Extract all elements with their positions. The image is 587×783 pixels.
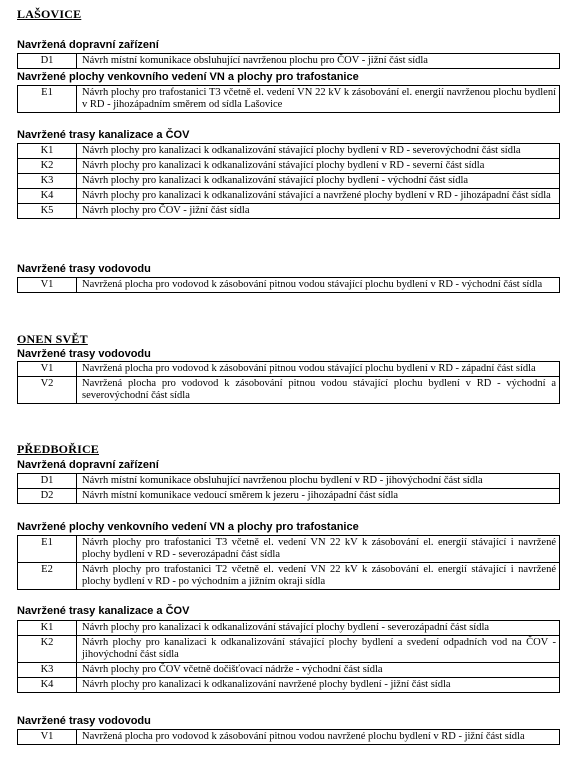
- row-description: Návrh plochy pro ČOV - jižní část sídla: [77, 204, 560, 219]
- row-description: Návrh místní komunikace vedoucí směrem k jezeru - jihozápadní část sídla: [77, 489, 560, 504]
- row-description: Návrh plochy pro kanalizaci k odkanalizování stávající plochy bydlení v RD - severovýchodní část sídla: [77, 144, 560, 159]
- row-code: K1: [18, 621, 77, 636]
- table-row: [18, 730, 560, 745]
- group-heading: Navržené trasy vodovodu: [17, 715, 151, 727]
- row-description: Návrh místní komunikace obsluhující navrženou plochu pro ČOV - jižní část sídla: [77, 54, 560, 69]
- group-heading: Navržená dopravní zařízení: [17, 459, 159, 471]
- group-heading: Navržené trasy vodovodu: [17, 263, 151, 275]
- table-lasovice-kanalizace: [17, 143, 560, 219]
- table-row: [18, 174, 560, 189]
- table-row: [18, 54, 560, 69]
- table-row: [18, 663, 560, 678]
- row-code: K5: [18, 204, 77, 219]
- row-code: K4: [18, 189, 77, 204]
- group-heading: Navržené trasy kanalizace a ČOV: [17, 605, 190, 617]
- row-description: Navržená plocha pro vodovod k zásobování pitnou vodou stávající plochu bydlení v RD - východní část sídla: [77, 278, 560, 293]
- row-description: Návrh plochy pro kanalizaci k odkanalizování stávající a navržené plochy bydlení v RD - jihozápadní část sídla: [77, 189, 560, 204]
- table-row: [18, 144, 560, 159]
- table-row: [18, 362, 560, 377]
- table-row: [18, 621, 560, 636]
- table-onen-svet-vodovod: [17, 361, 560, 404]
- table-predborice-vodovod: [17, 729, 560, 745]
- row-description: Navržená plocha pro vodovod k zásobování pitnou vodou stávající plochu bydlení v RD - východní a severovýchodní část sídla: [77, 377, 560, 404]
- table-row: [18, 189, 560, 204]
- section-title-predborice: PŘEDBOŘICE: [17, 442, 100, 456]
- row-code: D1: [18, 54, 77, 69]
- row-code: V1: [18, 362, 77, 377]
- table-row: [18, 159, 560, 174]
- row-code: K2: [18, 159, 77, 174]
- row-description: Navržená plocha pro vodovod k zásobování pitnou vodou navržené plochu bydlení v RD - jižní část sídla: [77, 730, 560, 745]
- table-row: [18, 536, 560, 563]
- table-row: [18, 204, 560, 219]
- row-code: K2: [18, 636, 77, 663]
- row-code: V1: [18, 278, 77, 293]
- row-description: Návrh plochy pro ČOV včetně dočišťovací nádrže - východní část sídla: [77, 663, 560, 678]
- row-code: D1: [18, 474, 77, 489]
- table-row: [18, 474, 560, 489]
- table-row: [18, 636, 560, 663]
- row-code: E1: [18, 86, 77, 113]
- row-code: K4: [18, 678, 77, 693]
- row-code: K3: [18, 663, 77, 678]
- group-heading: Navržené trasy vodovodu: [17, 348, 151, 360]
- group-heading: Navržené plochy venkovního vedení VN a plochy pro trafostanice: [17, 521, 359, 533]
- table-row: [18, 278, 560, 293]
- table-row: [18, 86, 560, 113]
- table-row: [18, 563, 560, 590]
- table-lasovice-vn: [17, 85, 560, 113]
- section-title-onen-svet: ONEN SVĚT: [17, 332, 88, 346]
- group-heading: Navržené plochy venkovního vedení VN a plochy pro trafostanice: [17, 71, 359, 83]
- row-code: K3: [18, 174, 77, 189]
- row-description: Navržená plocha pro vodovod k zásobování pitnou vodou stávající plochu bydlení v RD - západní část sídla: [77, 362, 560, 377]
- section-title-lasovice: LAŠOVICE: [17, 7, 82, 21]
- row-code: K1: [18, 144, 77, 159]
- row-code: D2: [18, 489, 77, 504]
- table-lasovice-doprava: [17, 53, 560, 69]
- row-description: Návrh plochy pro trafostanici T3 včetně el. vedení VN 22 kV k zásobování el. energií navrženou plochu bydlení v RD - jihozápadním směrem od sídla Lašovice: [77, 86, 560, 113]
- table-row: [18, 678, 560, 693]
- table-predborice-kanalizace: [17, 620, 560, 693]
- row-code: E2: [18, 563, 77, 590]
- row-description: Návrh plochy pro kanalizaci k odkanalizování navržené plochy bydlení - jižní část sídla: [77, 678, 560, 693]
- row-description: Návrh plochy pro kanalizaci k odkanalizování stávající plochy bydlení - východní část sídla: [77, 174, 560, 189]
- table-predborice-vn: [17, 535, 560, 590]
- row-description: Návrh plochy pro trafostanici T2 včetně el. vedení VN 22 kV k zásobování el. energií stávající i navržené plochy bydlení v RD - po východním a jižním okraji sídla: [77, 563, 560, 590]
- row-description: Návrh plochy pro kanalizaci k odkanalizování stávající plochy bydlení v RD - severní část sídla: [77, 159, 560, 174]
- table-row: [18, 489, 560, 504]
- row-description: Návrh místní komunikace obsluhující navrženou plochu bydlení v RD - jihovýchodní část sídla: [77, 474, 560, 489]
- group-heading: Navržené trasy kanalizace a ČOV: [17, 129, 190, 141]
- row-code: E1: [18, 536, 77, 563]
- row-code: V1: [18, 730, 77, 745]
- table-lasovice-vodovod: [17, 277, 560, 293]
- group-heading: Navržená dopravní zařízení: [17, 39, 159, 51]
- table-row: [18, 377, 560, 404]
- row-description: Návrh plochy pro kanalizaci k odkanalizování stávající plochy bydlení - severozápadní část sídla: [77, 621, 560, 636]
- table-predborice-doprava: [17, 473, 560, 504]
- row-description: Návrh plochy pro trafostanici T3 včetně el. vedení VN 22 kV k zásobování el. energií stávající i navržené plochy bydlení v RD - severozápadní část sídla: [77, 536, 560, 563]
- row-code: V2: [18, 377, 77, 404]
- row-description: Návrh plochy pro kanalizaci k odkanalizování stávající plochy bydlení a svedení odpadních vod na ČOV - jihovýchodní část sídla: [77, 636, 560, 663]
